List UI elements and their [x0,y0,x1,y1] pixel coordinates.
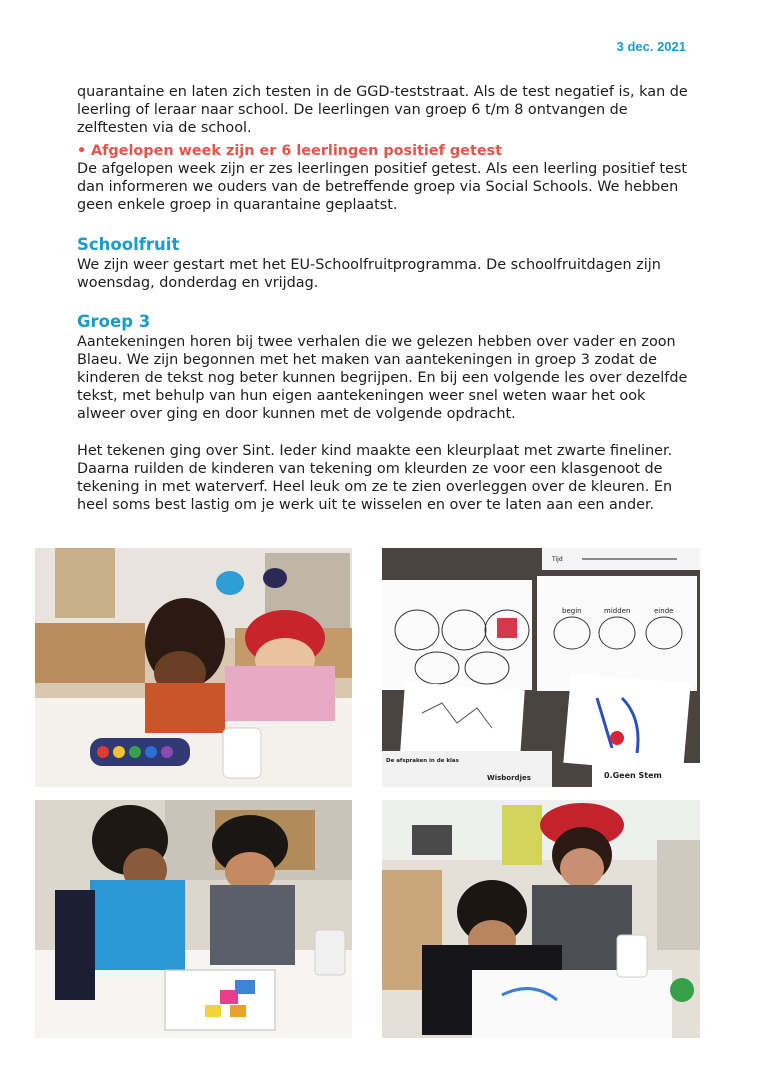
covid-paragraph-1: quarantaine en laten zich testen in de GGD-teststraat. Als de test negatief is, kan de leerling of leraar naar school. De leerlingen van groep 6 t/m 8 ontvangen de zelftesten via de school. [77,84,688,137]
wall-label-begin: begin [562,607,582,615]
wall-label-midden: midden [604,607,631,615]
schoolfruit-heading: Schoolfruit [77,235,180,255]
photo-children-coloring [35,800,352,1038]
covid-alert-text: Afgelopen week zijn er 6 leerlingen positief getest [91,142,503,159]
photo-boy-drawing [382,800,700,1038]
bullet-icon: • [77,142,87,159]
covid-paragraph-2: De afgelopen week zijn er zes leerlingen positief getest. Als een leerling positief test dan informeren we ouders van de betreffende groep via Social Schools. We hebben geen enkele groep in quarantaine geplaatst. [77,160,688,214]
article-body [77,83,697,514]
wall-label-afspraken: De afspraken in de klas [386,758,459,764]
wall-label-einde: einde [654,607,674,615]
groep3-paragraph-2: Het tekenen ging over Sint. Ieder kind maakte een kleurplaat met zwarte fineliner. Daarna ruilden de kinderen van tekening om kleurden ze voor een klasgenoot de tekening in met waterverf. Heel leuk om ze te zien overleggen over de kleuren. En heel soms best lastig om je werk uit te wisselen en over te laten aan een ander. [77,442,673,514]
groep3-paragraph-1: Aantekeningen horen bij twee verhalen die we gelezen hebben over vader en zoon Blaeu. We zijn begonnen met het maken van aantekeningen in groep 3 zodat de kinderen de tekst nog beter kunnen begrijpen. En bij een volgende les over dezelfde tekst, met behulp van hun eigen aantekeningen weer snel weten waar het ook alweer over ging en door kunnen met de volgende opdracht. [77,333,688,423]
photo-wall-posters [382,548,700,787]
page-date: 3 dec. 2021 [616,39,686,54]
schoolfruit-text: We zijn weer gestart met het EU-Schoolfruitprogramma. De schoolfruitdagen zijn woensdag, donderdag en vrijdag. [77,257,661,292]
photo-children-painting [35,548,352,787]
covid-alert-heading [77,142,697,160]
wall-label-geen-stem: 0.Geen Stem [604,771,662,780]
groep3-heading: Groep 3 [77,311,151,331]
wall-label-wisbordjes: Wisbordjes [487,774,531,782]
wall-label-top: Tijd [552,556,563,563]
